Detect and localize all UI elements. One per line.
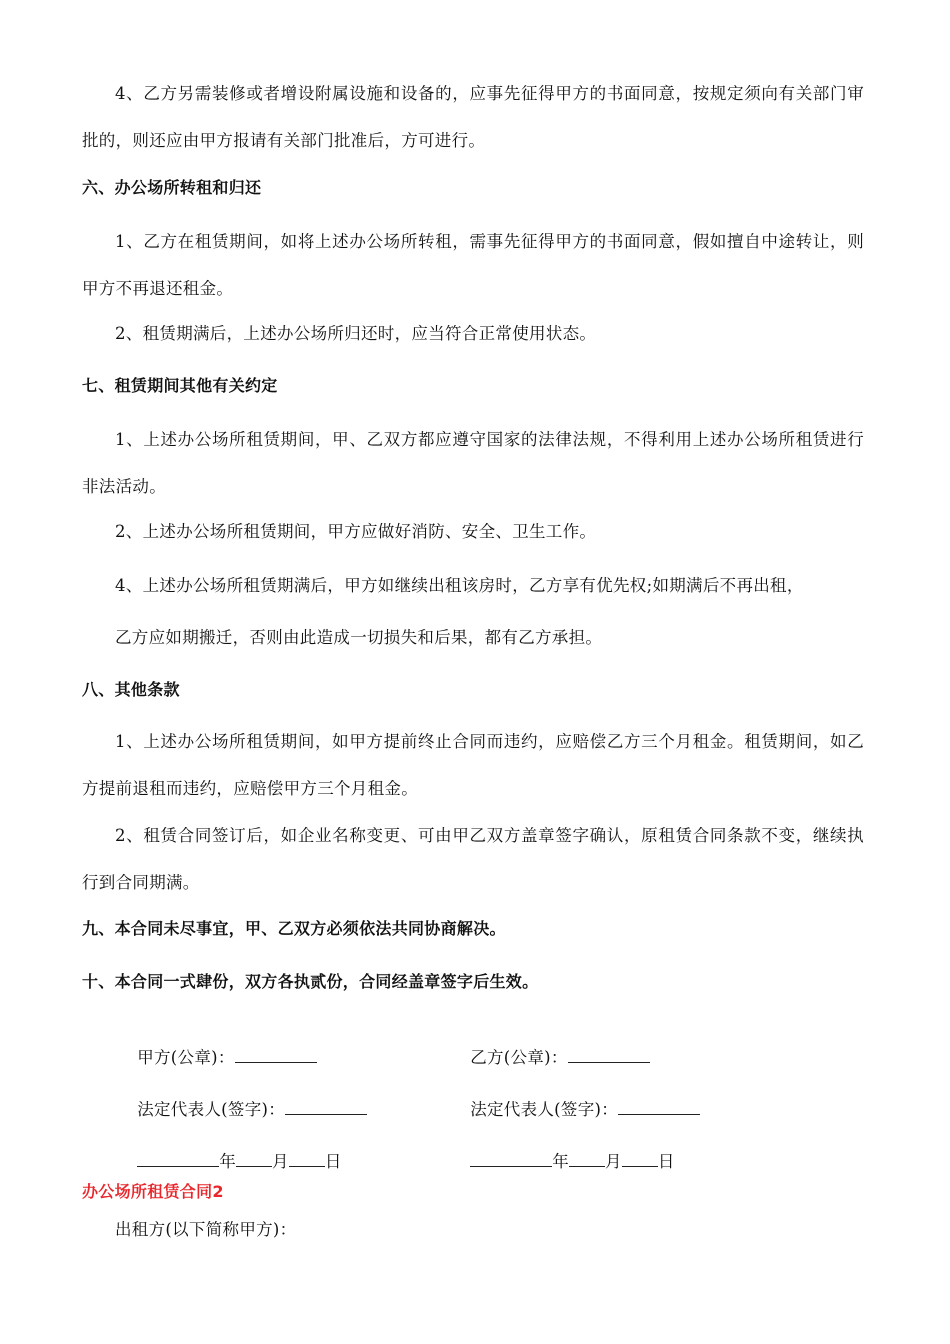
party-a-day-label: 日 (324, 1152, 342, 1171)
party-b-month-blank (569, 1150, 605, 1167)
party-b-seal-blank (568, 1046, 650, 1063)
clause-7-4-paragraph: 4、上述办公场所租赁期满后，甲方如继续出租该房时，乙方享有优先权;如期满后不再出租， (115, 576, 804, 595)
section-6-heading: 六、办公场所转租和归还 (82, 178, 262, 197)
lessor-line: 出租方(以下简称甲方)： (115, 1220, 297, 1239)
party-b-month-label: 月 (605, 1152, 622, 1171)
clause-7-4-continuation: 乙方应如期搬迁，否则由此造成一切损失和后果，都有乙方承担。 (115, 628, 603, 647)
party-a-rep-label: 法定代表人(签字)： (137, 1100, 286, 1119)
party-b-rep-label: 法定代表人(签字)： (470, 1100, 619, 1119)
party-a-seal-label: 甲方(公章)： (137, 1048, 235, 1067)
party-a-year-blank (137, 1150, 219, 1167)
party-b-year-label: 年 (552, 1152, 569, 1171)
party-b-day-blank (622, 1150, 658, 1167)
clause-8-1-paragraph: 1、上述办公场所租赁期间，如甲方提前终止合同而违约，应赔偿乙方三个月租金。租赁期间，如乙方提前退租而违约，应赔偿甲方三个月租金。 (82, 732, 864, 798)
clause-7-1-paragraph: 1、上述办公场所租赁期间，甲、乙双方都应遵守国家的法律法规，不得利用上述办公场所租赁进行非法活动。 (82, 430, 864, 496)
clause-5-4-paragraph: 4、乙方另需装修或者增设附属设施和设备的，应事先征得甲方的书面同意，按规定须向有关部门审批的，则还应由甲方报请有关部门批准后，方可进行。 (82, 84, 864, 150)
section-10-heading: 十、本合同一式肆份，双方各执贰份，合同经盖章签字后生效。 (82, 972, 539, 991)
party-a-year-label: 年 (219, 1152, 236, 1171)
party-b-day-label: 日 (657, 1152, 675, 1171)
party-b-year-blank (470, 1150, 552, 1167)
clause-6-2-paragraph: 2、租赁期满后，上述办公场所归还时，应当符合正常使用状态。 (115, 324, 597, 343)
party-a-day-blank (289, 1150, 325, 1167)
party-a-month-label: 月 (272, 1152, 289, 1171)
clause-6-1-paragraph: 1、乙方在租赁期间，如将上述办公场所转租，需事先征得甲方的书面同意，假如擅自中途转让，则甲方不再退还租金。 (82, 232, 864, 298)
section-9-heading: 九、本合同未尽事宜，甲、乙双方必须依法共同协商解决。 (82, 919, 506, 938)
contract-2-title: 办公场所租赁合同2 (82, 1182, 224, 1201)
party-b-seal-label: 乙方(公章)： (470, 1048, 568, 1067)
party-a-seal-blank (235, 1046, 317, 1063)
section-7-heading: 七、租赁期间其他有关约定 (82, 376, 278, 395)
clause-8-2-paragraph: 2、租赁合同签订后，如企业名称变更、可由甲乙双方盖章签字确认，原租赁合同条款不变，继续执行到合同期满。 (82, 826, 864, 892)
clause-7-2-paragraph: 2、上述办公场所租赁期间，甲方应做好消防、安全、卫生工作。 (115, 522, 597, 541)
party-b-rep-blank (618, 1098, 700, 1115)
section-8-heading: 八、其他条款 (82, 680, 180, 699)
party-a-month-blank (236, 1150, 272, 1167)
party-b-date-line (448, 1126, 675, 1198)
party-a-rep-blank (285, 1098, 367, 1115)
